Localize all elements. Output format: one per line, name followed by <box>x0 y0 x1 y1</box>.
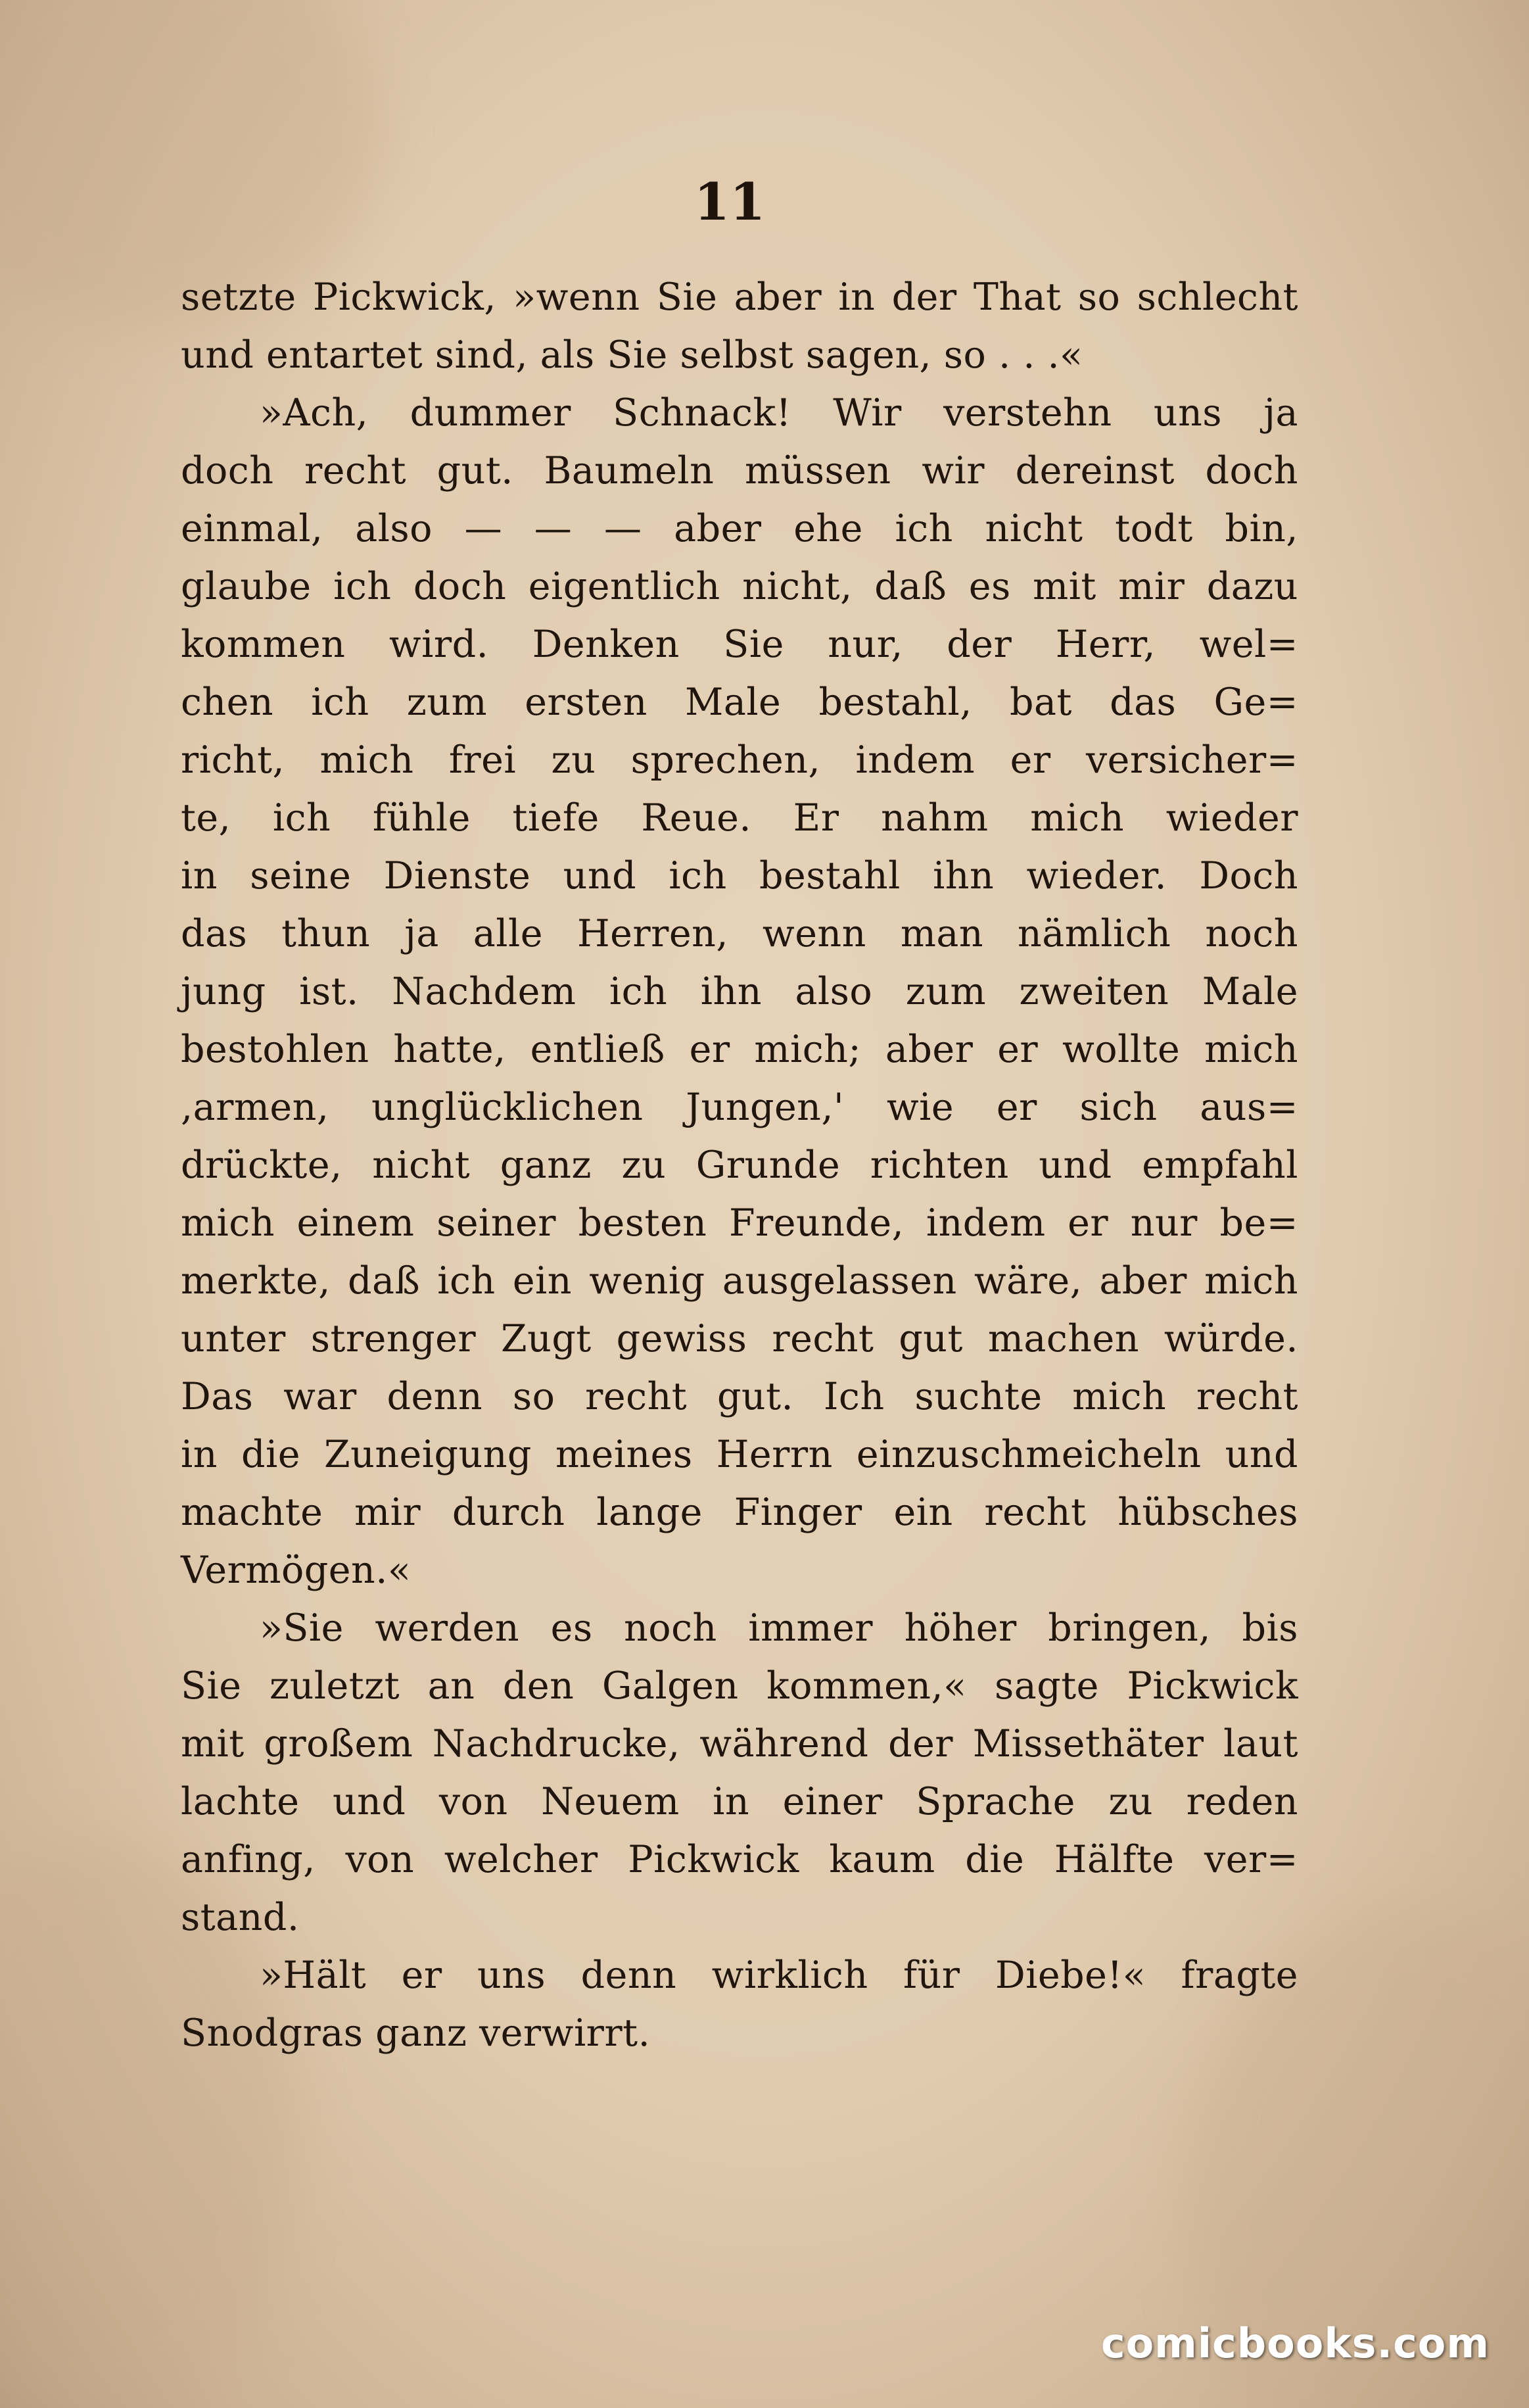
watermark: comicbooks.com <box>1100 2319 1490 2367</box>
text-line: und entartet sind, als Sie selbst sagen, so . . .« <box>181 333 1083 377</box>
text-line: einmal, also — — — aber ehe ich nicht todt bin, <box>181 507 1298 550</box>
text-line: ,armen, unglücklichen Jungen,' wie er sich aus= <box>181 1086 1298 1129</box>
text-line: glaube ich doch eigentlich nicht, daß es mit mir dazu <box>181 565 1298 608</box>
text-line: »Sie werden es noch immer höher bringen, bis <box>260 1606 1298 1650</box>
text-line: te, ich fühle tiefe Reue. Er nahm mich wieder <box>181 796 1298 840</box>
body-text <box>181 268 1298 2062</box>
text-line: Snodgras ganz verwirrt. <box>181 2011 651 2055</box>
text-line: drückte, nicht ganz zu Grunde richten und empfahl <box>181 1144 1298 1187</box>
text-line: kommen wird. Denken Sie nur, der Herr, wel= <box>181 623 1298 666</box>
text-line: jung ist. Nachdem ich ihn also zum zweiten Male <box>181 970 1298 1013</box>
text-line: in seine Dienste und ich bestahl ihn wieder. Doch <box>181 854 1298 898</box>
text-line: chen ich zum ersten Male bestahl, bat das Ge= <box>181 681 1298 724</box>
text-line: in die Zuneigung meines Herrn einzuschmeicheln und <box>181 1433 1298 1476</box>
text-line: mich einem seiner besten Freunde, indem er nur be= <box>181 1201 1298 1245</box>
text-line: unter strenger Zugt gewiss recht gut machen würde. <box>181 1317 1298 1361</box>
text-line: mit großem Nachdrucke, während der Missethäter laut <box>181 1722 1298 1766</box>
page-number: 11 <box>694 172 766 232</box>
text-line: richt, mich frei zu sprechen, indem er versicher= <box>181 738 1298 782</box>
text-line: Vermögen.« <box>181 1549 412 1592</box>
text-line: das thun ja alle Herren, wenn man nämlich noch <box>181 912 1298 955</box>
text-line: doch recht gut. Baumeln müssen wir dereinst doch <box>181 449 1298 493</box>
text-line: Sie zuletzt an den Galgen kommen,« sagte Pickwick <box>181 1664 1298 1708</box>
text-line: Das war denn so recht gut. Ich suchte mich recht <box>181 1375 1298 1418</box>
text-line: bestohlen hatte, entließ er mich; aber er wollte mich <box>181 1028 1298 1071</box>
text-line: machte mir durch lange Finger ein recht hübsches <box>181 1491 1298 1534</box>
text-line: »Ach, dummer Schnack! Wir verstehn uns ja <box>260 391 1298 435</box>
text-line: setzte Pickwick, »wenn Sie aber in der That so schlecht <box>181 276 1298 319</box>
text-line: lachte und von Neuem in einer Sprache zu reden <box>181 1780 1298 1823</box>
text-line: merkte, daß ich ein wenig ausgelassen wäre, aber mich <box>181 1259 1298 1303</box>
text-line: stand. <box>181 1896 300 1939</box>
text-line: anfing, von welcher Pickwick kaum die Hälfte ver= <box>181 1838 1298 1881</box>
text-line: »Hält er uns denn wirklich für Diebe!« fragte <box>260 1954 1298 1997</box>
